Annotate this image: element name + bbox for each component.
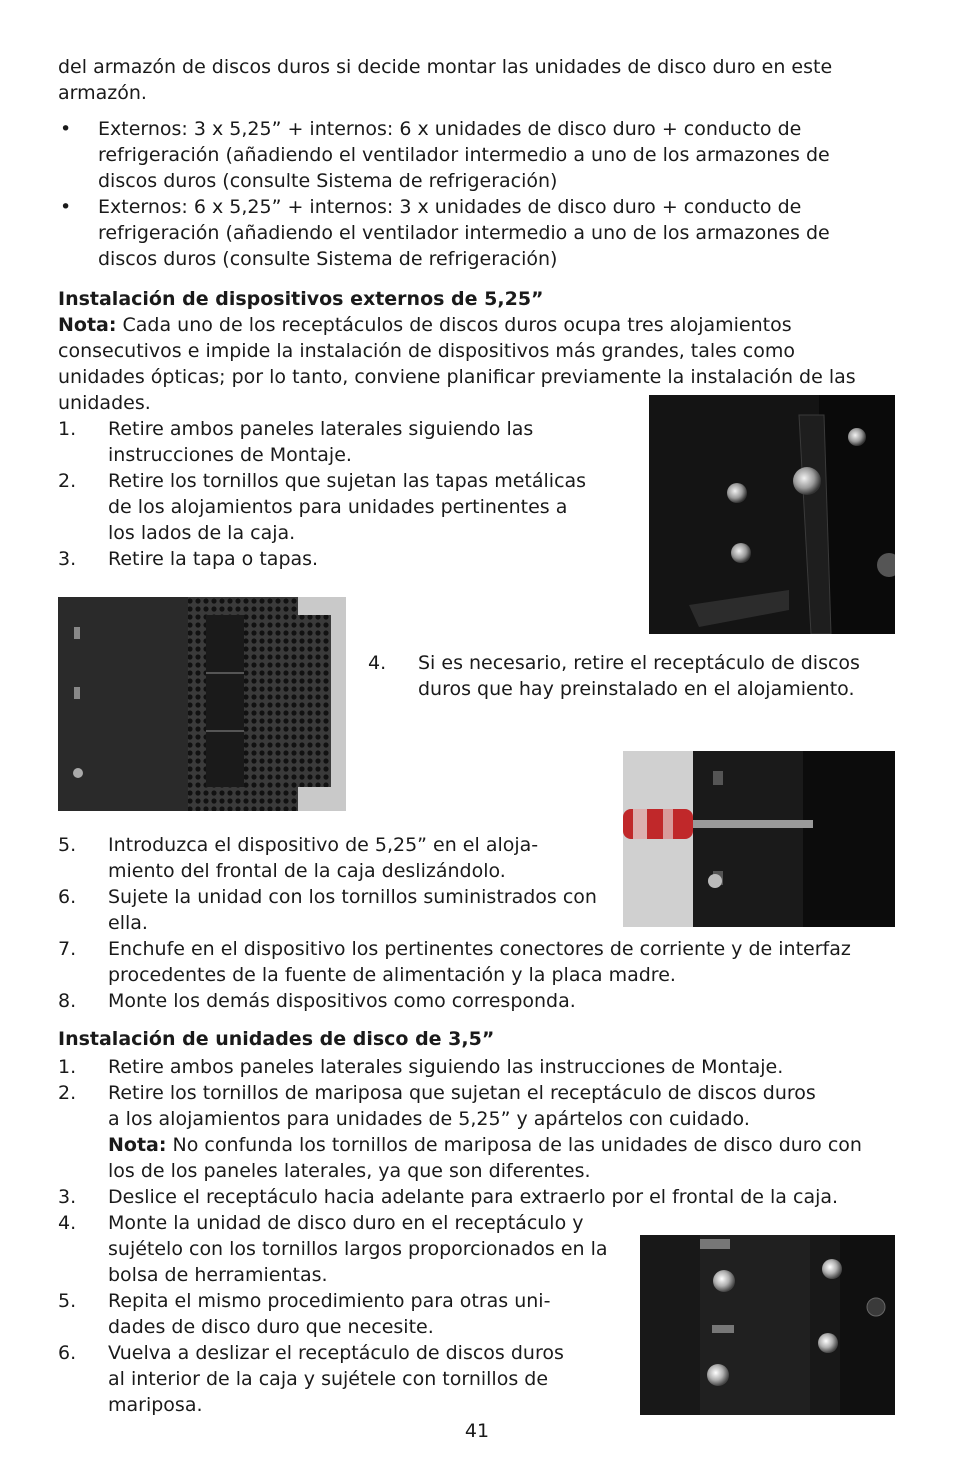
bullet-item [58, 194, 888, 272]
bullet-marker: • [60, 118, 72, 140]
step-number: 1. [58, 418, 77, 440]
step-number: 5. [58, 1290, 77, 1312]
step-line: Retire la tapa o tapas. [108, 548, 319, 570]
step-line: Sujete la unidad con los tornillos suministrados con [108, 886, 597, 908]
step-line: ella. [108, 912, 148, 934]
step-number: 4. [368, 652, 387, 674]
step-line: sujételo con los tornillos largos proporcionados en la [108, 1238, 608, 1260]
note-label: Nota: [108, 1134, 167, 1156]
note-line: los de los paneles laterales, ya que son diferentes. [108, 1160, 591, 1182]
step-number: 1. [58, 1056, 77, 1078]
note-line: unidades. [58, 392, 151, 414]
step-line: a los alojamientos para unidades de 5,25” y apártelos con cuidado. [108, 1108, 750, 1130]
step-line: Retire ambos paneles laterales siguiendo las [108, 418, 534, 440]
step-number: 4. [58, 1212, 77, 1234]
step-line: Si es necesario, retire el receptáculo de discos [418, 652, 860, 674]
step-line: de los alojamientos para unidades pertinentes a [108, 496, 568, 518]
bullet-line: refrigeración (añadiendo el ventilador intermedio a uno de los armazones de [98, 222, 830, 244]
step-number: 3. [58, 1186, 77, 1208]
step-number: 6. [58, 1342, 77, 1364]
step-line: Retire los tornillos de mariposa que sujetan el receptáculo de discos duros [108, 1082, 816, 1104]
step-line: bolsa de herramientas. [108, 1264, 328, 1286]
intro-line: armazón. [58, 82, 147, 104]
step-line: mariposa. [108, 1394, 203, 1416]
step-line: dades de disco duro que necesite. [108, 1316, 434, 1338]
step-line: Introduzca el dispositivo de 5,25” en el aloja- [108, 834, 539, 856]
step-number: 3. [58, 548, 77, 570]
bullet-line: Externos: 6 x 5,25” + internos: 3 x unidades de disco duro + conducto de [98, 196, 802, 218]
step-number: 7. [58, 938, 77, 960]
page-number: 41 [464, 1420, 490, 1442]
photo-drive-cage [58, 597, 346, 811]
intro-paragraph [58, 54, 888, 106]
note-line: unidades ópticas; por lo tanto, conviene planificar previamente la instalación de las [58, 366, 856, 388]
step-line: Vuelva a deslizar el receptáculo de discos duros [108, 1342, 564, 1364]
photo-long-screws [640, 1235, 895, 1415]
photo-screwdriver [623, 751, 895, 927]
step-number: 2. [58, 1082, 77, 1104]
step-line: Deslice el receptáculo hacia adelante para extraerlo por el frontal de la caja. [108, 1186, 839, 1208]
bullet-line: discos duros (consulte Sistema de refrigeración) [98, 170, 558, 192]
bullet-item [58, 116, 888, 194]
bullet-line: discos duros (consulte Sistema de refrigeración) [98, 248, 558, 270]
section-heading: Instalación de dispositivos externos de 5,25” [58, 288, 544, 310]
step-line: Monte los demás dispositivos como corresponda. [108, 990, 576, 1012]
bullet-line: Externos: 3 x 5,25” + internos: 6 x unidades de disco duro + conducto de [98, 118, 802, 140]
photo-bay-screws [649, 395, 895, 634]
step-line: los lados de la caja. [108, 522, 296, 544]
step-line: Retire ambos paneles laterales siguiendo las instrucciones de Montaje. [108, 1056, 784, 1078]
step-number: 6. [58, 886, 77, 908]
bullet-line: refrigeración (añadiendo el ventilador intermedio a uno de los armazones de [98, 144, 830, 166]
step-number: 2. [58, 470, 77, 492]
step-line: duros que hay preinstalado en el alojamiento. [418, 678, 855, 700]
step-line: procedentes de la fuente de alimentación y la placa madre. [108, 964, 676, 986]
note-line: Cada uno de los receptáculos de discos duros ocupa tres alojamientos [116, 314, 792, 336]
intro-line: del armazón de discos duros si decide montar las unidades de disco duro en este [58, 56, 833, 78]
step-line: Retire los tornillos que sujetan las tapas metálicas [108, 470, 587, 492]
note-line: No confunda los tornillos de mariposa de las unidades de disco duro con [166, 1134, 862, 1156]
step-number: 5. [58, 834, 77, 856]
step-number: 8. [58, 990, 77, 1012]
step-line: Repita el mismo procedimiento para otras uni- [108, 1290, 551, 1312]
step-line: Monte la unidad de disco duro en el receptáculo y [108, 1212, 584, 1234]
step-line: miento del frontal de la caja deslizándolo. [108, 860, 506, 882]
note-line: consecutivos e impide la instalación de dispositivos más grandes, tales como [58, 340, 796, 362]
step-line: al interior de la caja y sujétele con tornillos de [108, 1368, 549, 1390]
note-label: Nota: [58, 314, 117, 336]
step-line: Enchufe en el dispositivo los pertinentes conectores de corriente y de interfaz [108, 938, 851, 960]
section-heading: Instalación de unidades de disco de 3,5” [58, 1028, 495, 1050]
bullet-marker: • [60, 196, 72, 218]
step-line: instrucciones de Montaje. [108, 444, 352, 466]
